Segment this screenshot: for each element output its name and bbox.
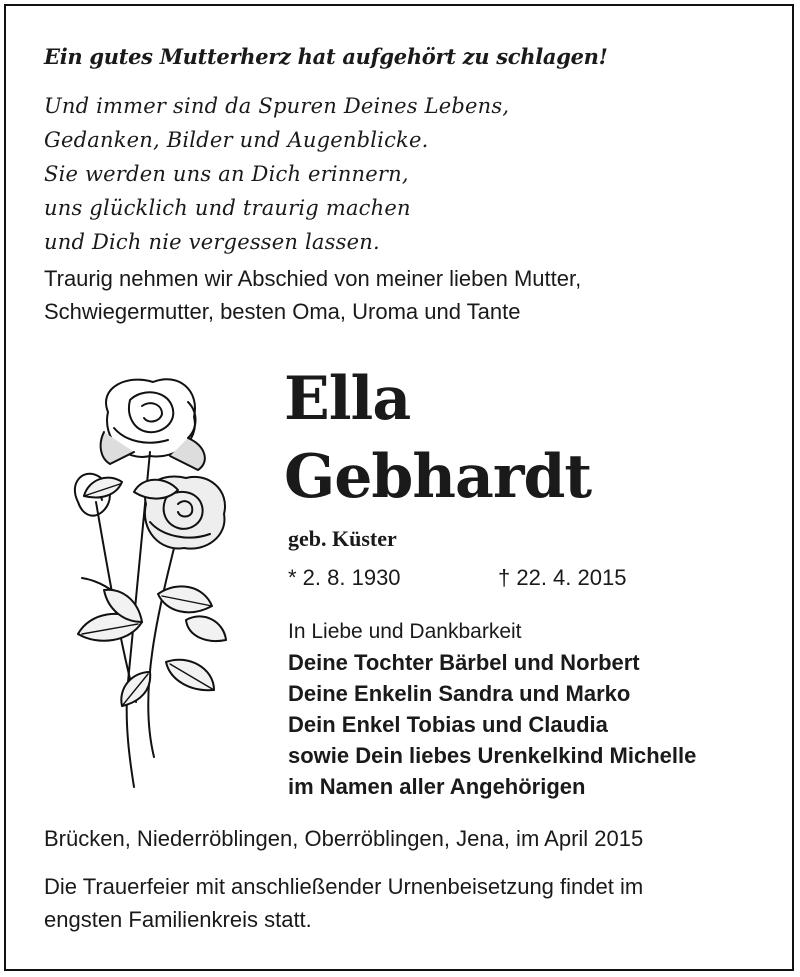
poem-line: Und immer sind da Spuren Deines Lebens, — [44, 94, 510, 118]
service-line: Die Trauerfeier mit anschließender Urnenbeisetzung findet im — [44, 874, 644, 899]
deceased-name — [284, 360, 591, 516]
mourner-line: im Namen aller Angehörigen — [288, 774, 586, 799]
mourner-line: sowie Dein liebes Urenkelkind Michelle — [288, 743, 697, 768]
poem-line: Sie werden uns an Dich erinnern, — [44, 162, 409, 186]
intro-line: Traurig nehmen wir Abschied von meiner lieben Mutter, — [44, 266, 582, 291]
service-info — [44, 870, 643, 936]
intro-line: Schwiegermutter, besten Oma, Uroma und Tante — [44, 299, 521, 324]
mourners-block — [288, 616, 696, 802]
rose-stem — [148, 532, 178, 757]
service-line: engsten Familienkreis statt. — [44, 907, 312, 932]
mourner-line: Deine Enkelin Sandra und Marko — [288, 681, 631, 706]
death-date: † 22. 4. 2015 — [498, 565, 627, 590]
last-name: Gebhardt — [284, 442, 592, 512]
rose-bloom-top — [101, 379, 205, 470]
poem-line: und Dich nie vergessen lassen. — [44, 230, 380, 254]
place-date: Brücken, Niederröblingen, Oberröblingen, Jena, im April 2015 — [44, 826, 644, 851]
intro-text — [44, 262, 581, 328]
birth-date: * 2. 8. 1930 — [288, 565, 401, 590]
first-name: Ella — [284, 364, 411, 434]
maiden-name: geb. Küster — [288, 526, 397, 551]
mourners-lead: In Liebe und Dankbarkeit — [288, 620, 522, 643]
poem-line: uns glücklich und traurig machen — [44, 196, 411, 220]
rose-icon — [38, 372, 238, 792]
poem — [44, 89, 509, 259]
poem-line: Gedanken, Bilder und Augenblicke. — [44, 128, 429, 152]
headline: Ein gutes Mutterherz hat aufgehört zu schlagen! — [44, 44, 608, 69]
mourner-line: Deine Tochter Bärbel und Norbert — [288, 650, 640, 675]
mourner-line: Dein Enkel Tobias und Claudia — [288, 712, 608, 737]
